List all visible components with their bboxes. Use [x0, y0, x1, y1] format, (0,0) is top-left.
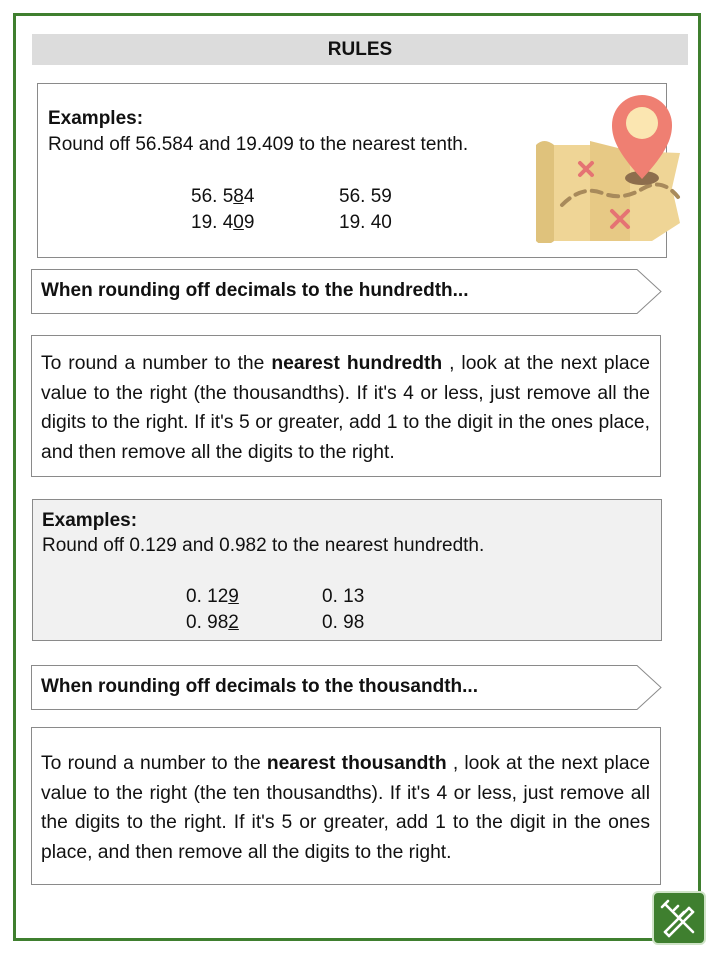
underlined-digit: 2 [228, 612, 239, 633]
example-title: Examples: [42, 510, 138, 531]
underlined-digit: 8 [233, 186, 244, 207]
example-original-number: 19. 409 [191, 212, 255, 233]
rule-text: To round a number to the nearest thousandth , look at the next place value to the right (the ten thousandths). If it's 4 or less, just remove all the digits to the right. If it's 5 or greater, add 1 to the digit in the ones place, and then remove all the digits to the right. [41, 753, 650, 863]
example-rounded-number: 19. 40 [339, 212, 392, 233]
section-heading-thousandth [31, 665, 663, 709]
example-rounded-number: 0. 98 [322, 612, 365, 633]
section-heading-text: When rounding off decimals to the hundredth... [41, 280, 469, 301]
example-original-number: 0. 129 [186, 586, 239, 607]
example-rounded-number: 0. 13 [322, 586, 365, 607]
rule-emphasis: nearest hundredth [271, 353, 443, 374]
treasure-map-icon [532, 93, 684, 243]
section-heading-text: When rounding off decimals to the thousandth... [41, 676, 478, 697]
example-original-number: 0. 982 [186, 612, 239, 633]
example-original-number: 56. 584 [191, 186, 255, 207]
pencil-ruler-icon [652, 891, 706, 945]
example-box-hundredth [32, 499, 662, 641]
example-title: Examples: [48, 108, 144, 129]
example-instruction: Round off 0.129 and 0.982 to the nearest hundredth. [42, 535, 485, 556]
page-title [32, 34, 688, 65]
underlined-digit: 0 [233, 212, 244, 233]
section-heading-hundredth [31, 269, 663, 313]
rule-text: To round a number to the nearest hundredth , look at the next place value to the right (the thousandths). If it's 4 or less, just remove all the digits to the right. If it's 5 or greater, add 1 to the digit in the ones place, and then remove all the digits to the right. [41, 353, 650, 463]
rule-emphasis: nearest thousandth [266, 753, 447, 774]
underlined-digit: 9 [228, 586, 239, 607]
rule-box-hundredth [31, 335, 661, 477]
example-rounded-number: 56. 59 [339, 186, 392, 207]
page-title-text: RULES [327, 38, 393, 60]
example-instruction: Round off 56.584 and 19.409 to the nearest tenth. [48, 134, 469, 155]
rule-box-thousandth [31, 727, 661, 885]
